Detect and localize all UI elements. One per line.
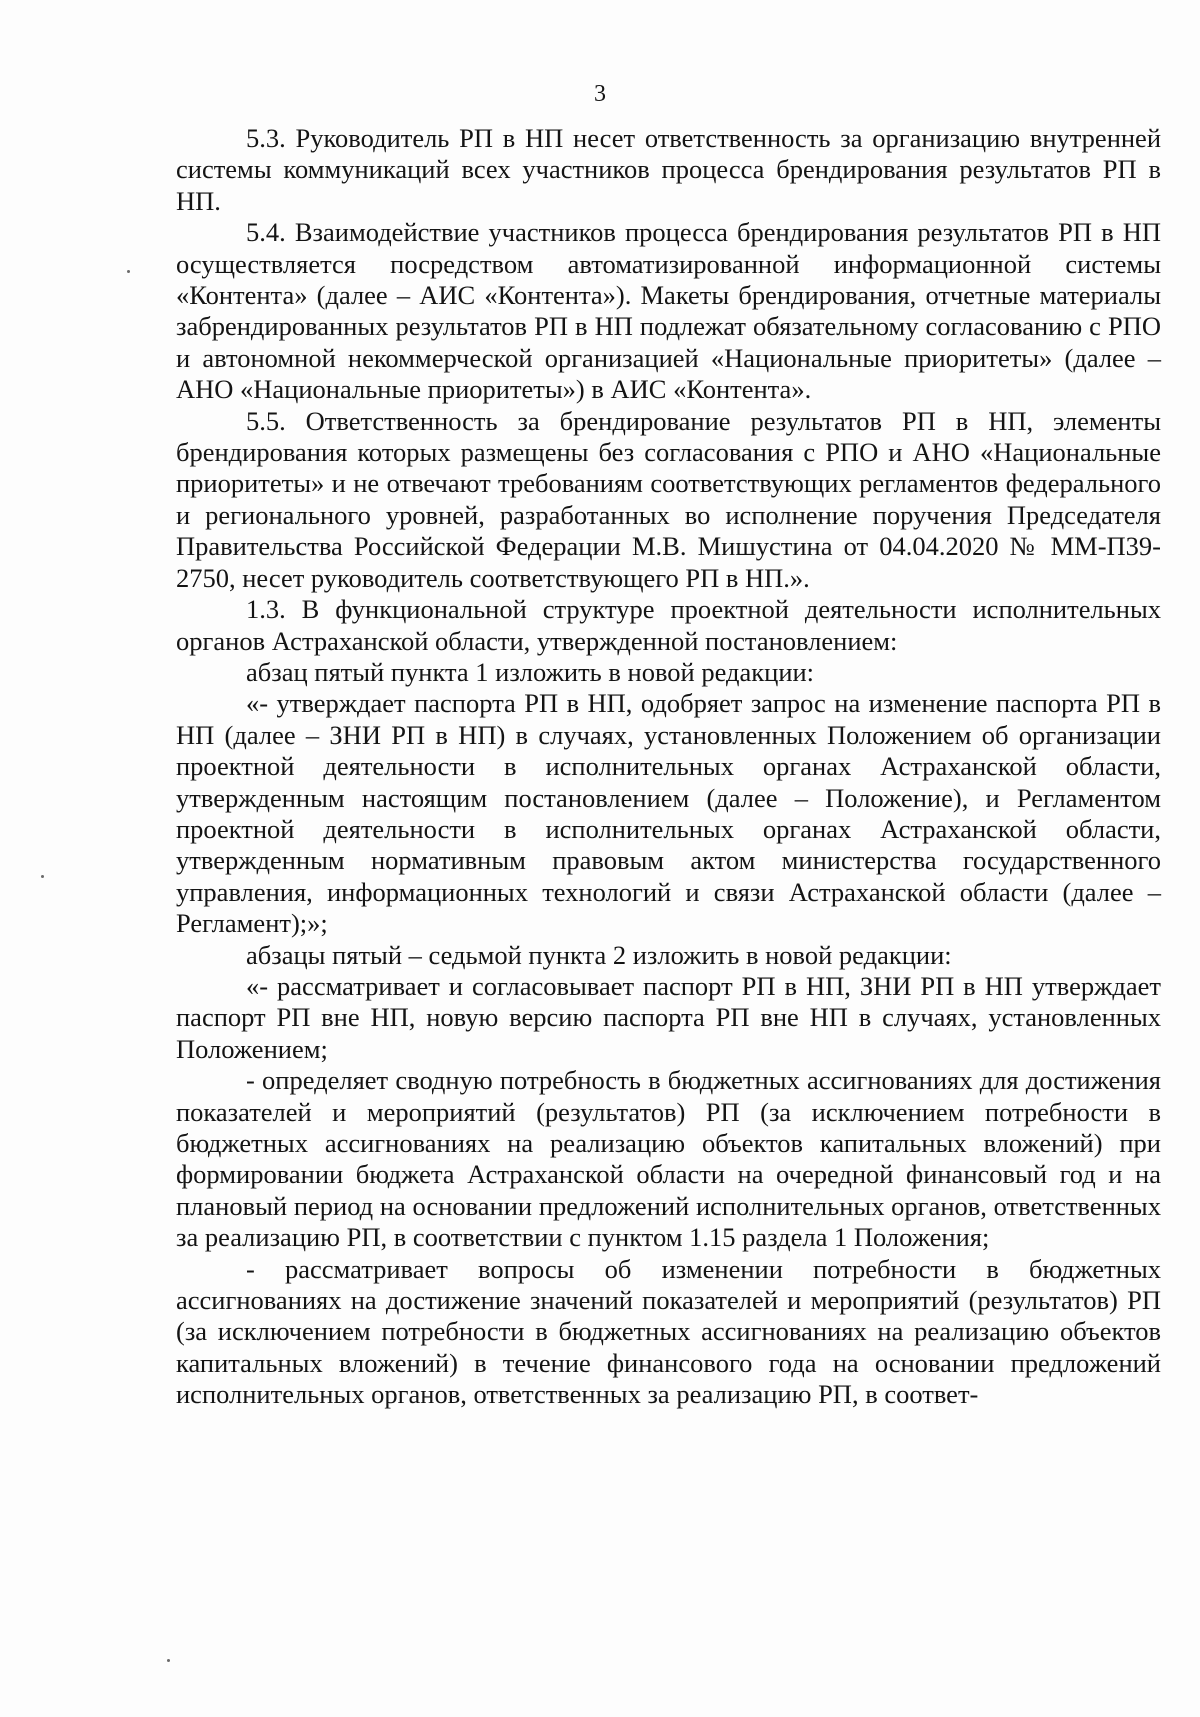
- paragraph-5-3: 5.3. Руководитель РП в НП несет ответственность за организацию внутренней системы коммуникаций всех участников процесса брендирования результатов РП в НП.: [176, 123, 1161, 216]
- scan-speck: [41, 875, 44, 878]
- scan-speck: [127, 270, 130, 273]
- scan-speck: [167, 1659, 170, 1662]
- paragraph-5-5: 5.5. Ответственность за брендирование результатов РП в НП, элементы брендирования которых размещены без согласования с РПО и АНО «Национальные приоритеты» и не отвечают требованиям соответствующих регламентов федерального и регионального уровней, разработанных во исполнение поручения Председателя Правительства Российской Федерации М.В. Мишустина от 04.04.2020 № ММ-П39-2750, несет руководитель соответствующего РП в НП.».: [176, 405, 1161, 593]
- document-body: [176, 123, 1161, 1411]
- paragraph-amend-point-2: абзацы пятый – седьмой пункта 2 изложить в новой редакции:: [246, 939, 952, 970]
- paragraph-determines-need: - определяет сводную потребность в бюджетных ассигнованиях для достижения показателей и мероприятий (результатов) РП (за исключением потребности в бюджетных ассигнованиях на реализацию объектов капитальных вложений) при формировании бюджета Астраханской области на очередной финансовый год и на плановый период на основании предложений исполнительных органов, ответственных за реализацию РП, в соответствии с пунктом 1.15 раздела 1 Положения;: [176, 1065, 1161, 1253]
- paragraph-5-4: 5.4. Взаимодействие участников процесса брендирования результатов РП в НП осуществляется посредством автоматизированной информационной системы «Контента» (далее – АИС «Контента»). Макеты брендирования, отчетные материалы забрендированных результатов РП в НП подлежат обязательному согласованию с РПО и автономной некоммерческой организацией «Национальные приоритеты» (далее – АНО «Национальные приоритеты») в АИС «Контента».: [176, 217, 1161, 405]
- paragraph-amend-point-1: абзац пятый пункта 1 изложить в новой редакции:: [246, 656, 815, 687]
- paragraph-approves-passports: «- утверждает паспорта РП в НП, одобряет запрос на изменение паспорта РП в НП (далее – ЗНИ РП в НП) в случаях, установленных Положением об организации проектной деятельности в исполнительных органах Астраханской области, утвержденным настоящим постановлением (далее – Положение), и Регламентом проектной деятельности в исполнительных органах Астраханской области, утвержденным нормативным правовым актом министерства государственного управления, информационных технологий и связи Астраханской области (далее – Регламент);»;: [176, 688, 1161, 939]
- page-number: 3: [594, 81, 606, 107]
- paragraph-1-3: 1.3. В функциональной структуре проектной деятельности исполнительных органов Астраханской области, утвержденной постановлением:: [176, 594, 1161, 656]
- paragraph-reviews-passport: «- рассматривает и согласовывает паспорт РП в НП, ЗНИ РП в НП утверждает паспорт РП вне НП, новую версию паспорта РП вне НП в случаях, установленных Положением;: [176, 970, 1161, 1064]
- paragraph-reviews-changes: - рассматривает вопросы об изменении потребности в бюджетных ассигнованиях на достижение значений показателей и мероприятий (результатов) РП (за исключением потребности в бюджетных ассигнованиях на реализацию объектов капитальных вложений) в течение финансового года на основании предложений исполнительных органов, ответственных за реализацию РП, в соответ-: [176, 1253, 1161, 1410]
